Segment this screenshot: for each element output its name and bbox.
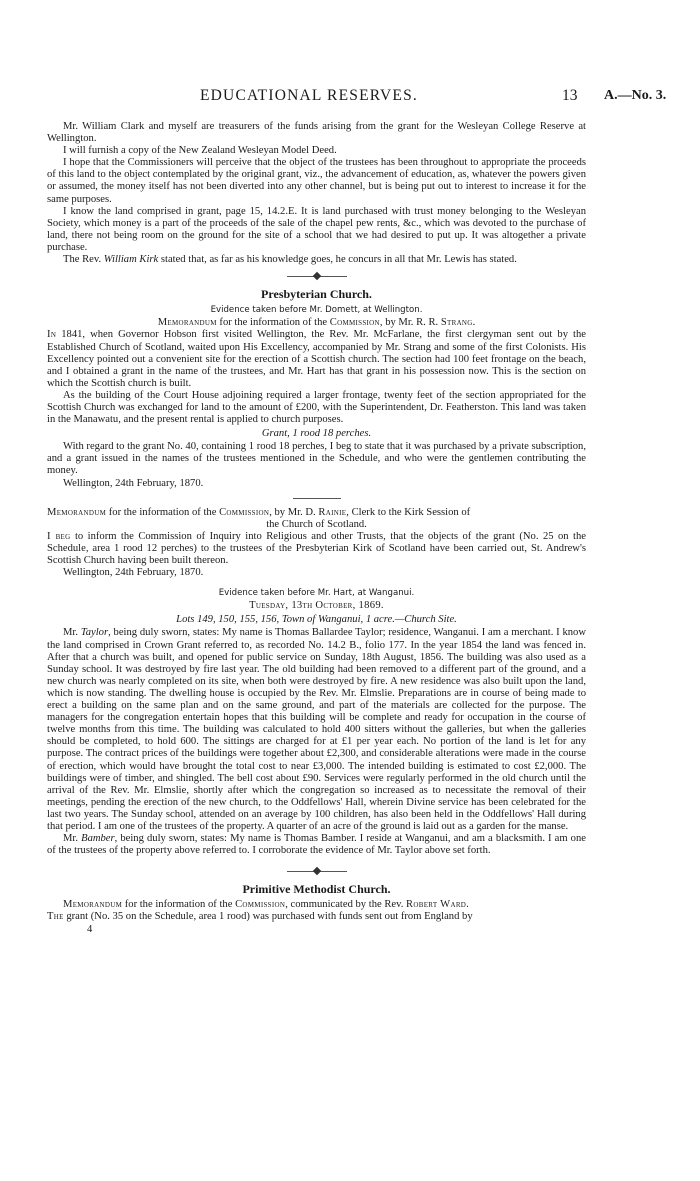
text-run: 1841, when Governor Hobson first visited Wellington, the Rev. Mr. McFarlane, the first clergyman sent out by the Established Church of Scotland, waited upon His Excellency, accompanied by Mr. Strang and some of the first Colonists. His Excellency pointed out a convenient site for the erection of a Scottish church. The section had 100 feet frontage on the beach, and I obtained a grant in the name of the trustees, and Mr. Hart has that grant in his possession now. This is the section on which the Scottish church is built. <box>47 329 586 389</box>
text-run: for the information of the <box>122 899 236 911</box>
text-run: Robert Ward <box>406 899 467 911</box>
paragraph <box>47 911 586 923</box>
evidence-note: Evidence taken before Mr. Hart, at Wanganui. <box>218 588 415 599</box>
text-run: Mr. <box>63 627 81 639</box>
text-run: Commission <box>329 317 380 329</box>
text-run: In <box>47 329 57 341</box>
page-number: 13 <box>562 87 578 104</box>
text-run: Memorandum <box>47 506 107 518</box>
paragraph <box>47 531 586 567</box>
paragraph: I will furnish a copy of the New Zealand Wesleyan Model Deed. <box>63 145 337 157</box>
paragraph <box>47 329 586 389</box>
dateline: Wellington, 24th February, 1870. <box>63 477 204 489</box>
text-run: The Rev. <box>63 254 104 266</box>
text-run: Commission <box>219 506 270 518</box>
text-run: Memorandum <box>157 317 217 329</box>
text-run: The <box>47 911 64 923</box>
text-run: , Clerk to the Kirk Session of <box>346 506 471 518</box>
running-title: EDUCATIONAL RESERVES. <box>200 87 418 104</box>
divider-rule <box>293 498 341 499</box>
memorandum-line <box>47 899 586 911</box>
folio-signature: 4 <box>87 923 93 935</box>
text-run: . <box>472 317 476 329</box>
paragraph <box>47 627 586 833</box>
wesleyan-section <box>47 121 586 266</box>
paragraph: I know the land comprised in grant, page 15, 14.2.E. It is land purchased with trust money belonging to the Wesleyan Society, which money is a part of the proceeds of the sale of the chapel pew rents, &c., which was devoted to the purchase of land, there not being room on the ground for the site of a school that we had desired to put up. It was altogether a private purchase. <box>47 205 586 253</box>
text-run: , being duly sworn, states: My name is Thomas Bamber. I reside at Wanganui, and am a blacksmith. I am one of the trustees of the property above referred to. I corroborate the evidence of Mr. Taylor above set forth. <box>47 833 586 857</box>
text-run: stated that, as far as his knowledge goes, he concurs in all that Mr. Lewis has stated. <box>158 254 517 266</box>
memorandum-line-2: the Church of Scotland. <box>266 518 367 530</box>
presbyterian-section <box>47 288 586 857</box>
text-run: grant (No. 35 on the Schedule, area 1 rood) was purchased with funds sent out from England by <box>63 911 473 923</box>
text-run: , being duly sworn, states: My name is Thomas Ballardee Taylor; residence, Wanganui. I am a merchant. I know the land comprised in Crown Grant referred to, as recorded No. 14.2 B., folio 177. In the year 1854 the land was fenced in. After that a church was built, and opened for public service on Sunday, 18th August, 1856. The building was also used as a Sunday school. It was destroyed by fire last year. The old building had been removed to a different part of the ground, and a new church was nearly completed on its site, when both were destroyed by fire. A new residence was also built upon the land, which is now standing. The dwelling house is occupied by the Rev. Mr. Elmslie. Preparations are in course of being made to erect a building on the same plan and on the same ground, and part of the materials are collected for the purpose. The managers for the congregation entertain hopes that this building will be complete and ready for occupation in the course of twelve months from this time. The building was calculated to hold 400 sitters without the galleries, but when the galleries should be completed, to hold 600. The sittings are charged for at £1 per year each. No portion of the land is let for any purpose. The contract prices of the buildings were together about £2,300, and considerable alterations were made in the course of erection, which would have brought the total cost to near £3,000. The intended building is estimated to cost £2,000. The buildings were of timber, and shingled. The bell cost about £90. Services were regularly performed in the old church until the arrival of the Rev. Mr. Elmslie, shortly after which the congregation so increased as to necessitate the removal of their meetings, pending the erection of the new church, to the Oddfellows' Hall, wherein Divine service has been celebrated for the last two years. The Sunday school, attended on an average by 100 children, has also been held in the Oddfellows' Hall during that period. I am one of the trustees of the property. A quarter of an acre of the ground is laid out as a garden for the manse. <box>47 627 586 832</box>
session-date: Tuesday, 13th October, 1869. <box>249 600 384 612</box>
document-reference: A.—No. 3. <box>604 88 667 103</box>
text-run: I beg <box>47 530 71 542</box>
paragraph <box>47 833 586 857</box>
text-run: , by Mr. D. <box>269 506 319 518</box>
lots-title: Lots 149, 150, 155, 156, Town of Wanganui, 1 acre.—Church Site. <box>176 614 457 626</box>
page-header <box>0 87 700 110</box>
dateline: Wellington, 24th February, 1870. <box>63 567 204 579</box>
witness-name: Taylor <box>80 627 109 639</box>
paragraph <box>47 254 586 266</box>
section-heading: Presbyterian Church. <box>261 287 372 302</box>
text-run: Commission <box>235 899 286 911</box>
primitive-methodist-section <box>47 883 586 935</box>
text-run: , communicated by the Rev. <box>285 899 407 911</box>
text-run: to inform the Commission of Inquiry into Religious and other Trusts, that the objects of the grant (No. 25 on the Schedule, area 1 rood 12 perches) to the trustees of the Presbyterian Kirk of Scotland have been carried out, St. Andrew's Scottish Church having been built thereon. <box>47 530 586 566</box>
evidence-note: Evidence taken before Mr. Domett, at Wellington. <box>210 305 423 316</box>
page-body <box>47 121 586 936</box>
paragraph: I hope that the Commissioners will perceive that the object of the trustees has been throughout to appropriate the proceeds of this land to the object contemplated by the original grant, viz., the advancement of education, as, whatever the powers given or assumed, the money itself has not been diverted into any other channel, but is being put out to interest to increase it for the same purposes. <box>47 157 586 205</box>
memorandum-line <box>47 317 586 329</box>
section-divider-ornament <box>287 270 347 282</box>
memorandum-line <box>47 507 586 519</box>
text-run: , by Mr. R. R. <box>379 317 441 329</box>
text-run: for the information of the <box>216 317 330 329</box>
witness-name: William Kirk <box>103 254 159 266</box>
witness-name: Bamber <box>81 833 115 845</box>
text-run: . <box>466 899 469 911</box>
section-divider-ornament <box>287 865 347 877</box>
paragraph: With regard to the grant No. 40, containing 1 rood 18 perches, I beg to state that it was purchased by a private subscription, and a grant issued in the names of the trustees mentioned in the Schedule, and who were the gentlemen contributing the money. <box>47 441 586 477</box>
text-run: Rainie <box>318 506 347 518</box>
text-run: Strang <box>440 317 473 329</box>
text-run: for the information of the <box>106 506 220 518</box>
text-run: Memorandum <box>63 899 123 911</box>
text-run: Mr. <box>63 833 82 845</box>
paragraph: As the building of the Court House adjoining required a larger frontage, twenty feet of the section appropriated for the Scottish Church was exchanged for land to the amount of £200, with the Superintendent, Dr. Featherston. This land was taken in the Manawatu, and the present rental is applied to church purposes. <box>47 389 586 426</box>
paragraph: Mr. William Clark and myself are treasurers of the funds arising from the grant for the Wesleyan College Reserve at Wellington. <box>47 121 586 145</box>
section-heading: Primitive Methodist Church. <box>242 882 391 897</box>
grant-title: Grant, 1 rood 18 perches. <box>261 428 372 440</box>
